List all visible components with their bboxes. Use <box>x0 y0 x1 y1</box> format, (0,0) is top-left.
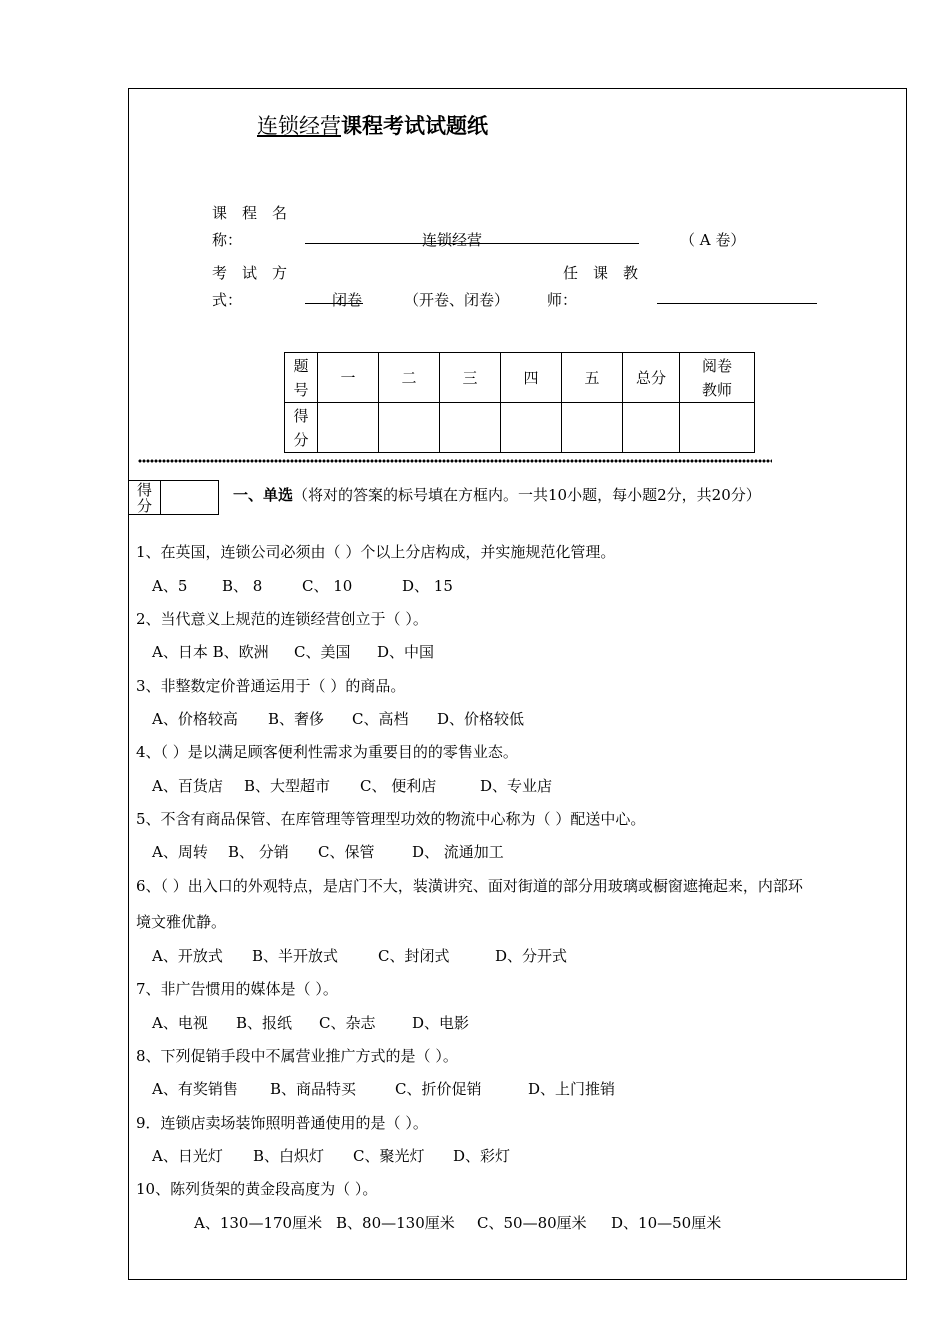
score-cell[interactable] <box>623 403 680 453</box>
score-cell[interactable] <box>501 403 562 453</box>
option: C、 便利店 <box>360 777 437 795</box>
question-7: 7、非广告惯用的媒体是（ ）。 <box>136 980 338 998</box>
option: C、美国 <box>294 643 351 661</box>
option: D、上门推销 <box>528 1080 616 1098</box>
exam-method-note: （开卷、闭卷） <box>404 291 510 309</box>
option: B、大型超市 <box>244 777 331 795</box>
score-col-5: 五 <box>562 353 623 403</box>
option: A、5 <box>152 577 188 595</box>
score-table-head-score: 得 分 <box>285 403 318 453</box>
teacher-label-2: 师： <box>547 291 578 309</box>
teacher-field <box>657 286 817 304</box>
option: A、电视 <box>152 1014 208 1032</box>
question-4: 4、（ ）是以满足顾客便利性需求为重要目的的零售业态。 <box>136 743 518 761</box>
dotted-separator <box>138 458 772 464</box>
score-table-head-question: 题 号 <box>285 353 318 403</box>
option: C、杂志 <box>319 1014 376 1032</box>
option: A、开放式 <box>152 947 223 965</box>
option: B、 分销 <box>228 843 289 861</box>
score-cell[interactable] <box>680 403 755 453</box>
option: C、封闭式 <box>378 947 450 965</box>
section-title: 一、单选 <box>233 486 294 504</box>
option: D、中国 <box>377 643 435 661</box>
exam-method-label-2: 式： <box>212 291 243 309</box>
option: B、 8 <box>222 577 263 595</box>
option: D、电影 <box>412 1014 470 1032</box>
score-col-3: 三 <box>440 353 501 403</box>
question-1: 1、在英国，连锁公司必须由（ ）个以上分店构成，并实施规范化管理。 <box>136 543 616 561</box>
option: A、日光灯 <box>152 1147 223 1165</box>
exam-method-label-1: 考 试 方 <box>212 264 288 282</box>
question-3: 3、非整数定价普通运用于（ ）的商品。 <box>136 677 406 695</box>
section-score-input[interactable] <box>161 481 219 515</box>
section-description: （将对的答案的标号填在方框内。一共10小题，每小题2分，共20分） <box>293 486 761 504</box>
page-title <box>257 110 488 140</box>
score-cell[interactable] <box>440 403 501 453</box>
option: D、彩灯 <box>453 1147 511 1165</box>
option: B、80—130厘米 <box>336 1214 455 1232</box>
section-score-box <box>128 480 219 515</box>
score-col-grader: 阅卷 教师 <box>680 353 755 403</box>
option: A、百货店 <box>152 777 223 795</box>
option: A、130—170厘米 <box>194 1214 323 1232</box>
paper-version: （ A 卷） <box>680 231 746 249</box>
option: B、商品特买 <box>270 1080 357 1098</box>
option: D、价格较低 <box>437 710 525 728</box>
exam-method-value: 闭卷 <box>332 291 363 309</box>
option: A、周转 <box>152 843 208 861</box>
section-score-label: 得 分 <box>129 481 161 515</box>
question-8: 8、下列促销手段中不属营业推广方式的是（ ）。 <box>136 1047 458 1065</box>
option: B、奢侈 <box>268 710 325 728</box>
question-2: 2、当代意义上规范的连锁经营创立于（ ）。 <box>136 610 428 628</box>
option: D、分开式 <box>495 947 568 965</box>
course-name-value: 连锁经营 <box>422 231 483 249</box>
option: A、日本 B、欧洲 <box>152 643 269 661</box>
question-6-continued: 境文雅优静。 <box>136 913 227 931</box>
option: A、有奖销售 <box>152 1080 238 1098</box>
score-cell[interactable] <box>562 403 623 453</box>
title-course-name: 连锁经营 <box>257 114 341 138</box>
question-9: 9．连锁店卖场装饰照明普通使用的是（ ）。 <box>136 1114 428 1132</box>
score-col-2: 二 <box>379 353 440 403</box>
section-heading <box>233 484 761 505</box>
option: C、50—80厘米 <box>477 1214 587 1232</box>
option: C、高档 <box>352 710 409 728</box>
option: D、10—50厘米 <box>611 1214 722 1232</box>
option: B、半开放式 <box>252 947 339 965</box>
option: C、折价促销 <box>395 1080 482 1098</box>
course-name-label-2: 称： <box>212 231 243 249</box>
score-col-1: 一 <box>318 353 379 403</box>
question-10: 10、陈列货架的黄金段高度为（ ）。 <box>136 1180 378 1198</box>
title-suffix: 课程考试试题纸 <box>341 113 488 138</box>
score-cell[interactable] <box>379 403 440 453</box>
option: D、 15 <box>402 577 453 595</box>
option: B、报纸 <box>236 1014 293 1032</box>
score-cell[interactable] <box>318 403 379 453</box>
option: D、专业店 <box>480 777 553 795</box>
option: A、价格较高 <box>152 710 238 728</box>
option: D、 流通加工 <box>412 843 504 861</box>
option: C、 10 <box>302 577 353 595</box>
question-6: 6、（ ）出入口的外观特点，是店门不大，装潢讲究、面对街道的部分用玻璃或橱窗遮掩起来，内部环 <box>136 877 803 895</box>
option: C、聚光灯 <box>353 1147 425 1165</box>
teacher-label-1: 任 课 教 <box>563 264 639 282</box>
question-5: 5、不含有商品保管、在库管理等管理型功效的物流中心称为（ ）配送中心。 <box>136 810 646 828</box>
option: B、白炽灯 <box>253 1147 325 1165</box>
score-col-4: 四 <box>501 353 562 403</box>
option: C、保管 <box>318 843 375 861</box>
score-col-total: 总分 <box>623 353 680 403</box>
course-name-label-1: 课 程 名 <box>212 204 288 222</box>
score-table <box>284 352 755 453</box>
